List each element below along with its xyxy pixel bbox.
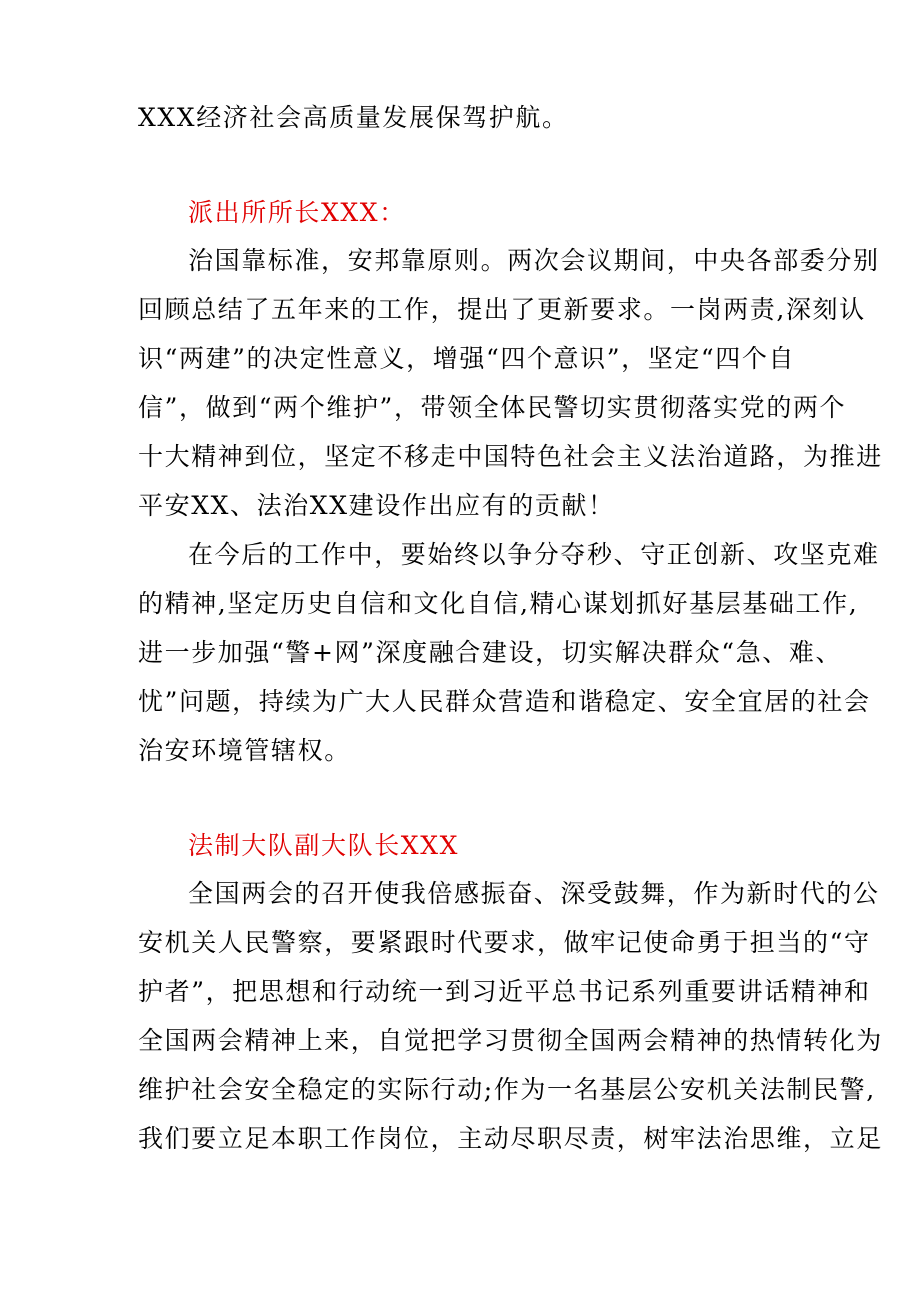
- section-heading-police-station-chief: 派出所所长XXX：: [188, 198, 406, 227]
- paragraph-line: 全国两会精神上来，自觉把学习贯彻全国两会精神的热情转化为: [138, 1026, 883, 1055]
- paragraph-line: 护者”，把思想和行动统一到习近平总书记系列重要讲话精神和: [138, 977, 871, 1006]
- paragraph-line: 维护社会安全稳定的实际行动;作为一名基层公安机关法制民警,: [138, 1075, 876, 1104]
- paragraph-line: 的精神,坚定历史自信和文化自信,精心谋划抓好基层基础工作,: [138, 589, 859, 618]
- paragraph-line: 治安环境管辖权。: [138, 736, 351, 765]
- paragraph-line: 回顾总结了五年来的工作，提出了更新要求。一岗两责,深刻认: [138, 295, 866, 324]
- paragraph-line: 平安XX、法治XX建设作出应有的贡献！: [138, 491, 615, 520]
- paragraph-line: 全国两会的召开使我倍感振奋、深受鼓舞，作为新时代的公: [188, 879, 880, 908]
- paragraph-line: 治国靠标准，安邦靠原则。两次会议期间，中央各部委分别: [188, 246, 880, 275]
- paragraph-line: 十大精神到位，坚定不移走中国特色社会主义法治道路，为推进: [138, 442, 883, 471]
- paragraph-line: 在今后的工作中，要始终以争分夺秒、守正创新、攻坚克难: [188, 540, 880, 569]
- intro-line: XXX经济社会高质量发展保驾护航。: [138, 103, 569, 132]
- section-heading-legal-brigade-deputy: 法制大队副大队长XXX: [188, 831, 459, 860]
- paragraph-line: 进一步加强“警+网”深度融合建设，切实解决群众“急、难、: [138, 638, 843, 667]
- paragraph-line: 忧”问题，持续为广大人民群众营造和谐稳定、安全宜居的社会: [138, 687, 871, 716]
- paragraph-line: 我们要立足本职工作岗位，主动尽职尽责，树牢法治思维，立足: [138, 1124, 883, 1153]
- paragraph-line: 安机关人民警察，要紧跟时代要求，做牢记使命勇于担当的“守: [138, 928, 871, 957]
- paragraph-line: 信”，做到“两个维护”，带领全体民警切实贯彻落实党的两个: [138, 393, 847, 422]
- paragraph-line: 识“两建”的决定性意义，增强“四个意识”，坚定“四个自: [138, 344, 796, 373]
